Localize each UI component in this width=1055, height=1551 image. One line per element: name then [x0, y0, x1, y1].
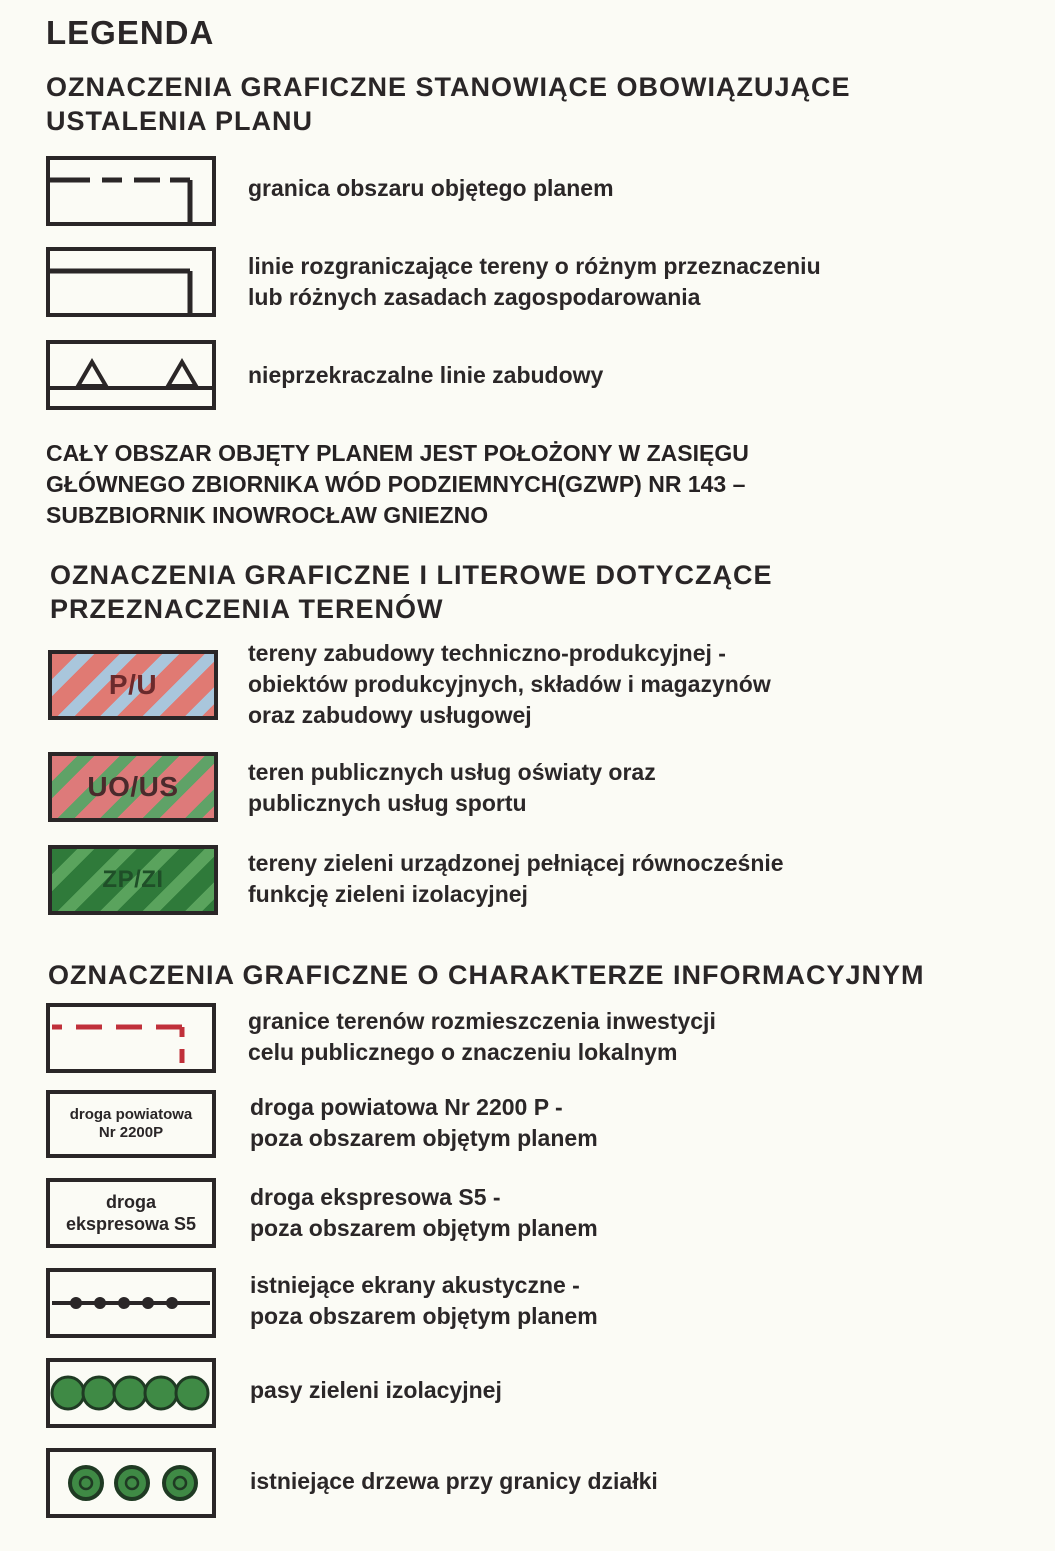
- road-symbol-label: [50, 1182, 212, 1244]
- legend-item-text: granice terenów rozmieszczenia inwestycji celu publicznego o znaczeniu lokalnym: [248, 1008, 716, 1065]
- groundwater-note: CAŁY OBSZAR OBJĘTY PLANEM JEST POŁOŻONY W ZASIĘGU GŁÓWNEGO ZBIORNIKA WÓD PODZIEMNYCH(GZWP) NR 143 – SUBZBIORNIK INOWROCŁAW GNIEZNO: [46, 440, 749, 528]
- legend-item-text: linie rozgraniczające tereny o różnym przeznaczeniu lub różnych zasadach zagospodarowania: [248, 253, 821, 310]
- legend-item-text: istniejące drzewa przy granicy działki: [250, 1468, 658, 1494]
- expressway-symbol: [46, 1178, 216, 1248]
- legend-item-text: tereny zabudowy techniczno-produkcyjnej - obiektów produkcyjnych, składów i magazynów oraz zabudowy usługowej: [248, 640, 771, 728]
- green-belts-symbol: [46, 1358, 216, 1428]
- pu-zone-symbol: [48, 650, 218, 720]
- dividing-lines-symbol: [46, 247, 216, 317]
- section-heading-land-use: OZNACZENIA GRAFICZNE I LITEROWE DOTYCZĄCE PRZEZNACZENIA TERENÓW: [50, 560, 773, 624]
- legend-item-text: droga ekspresowa S5 - poza obszarem objętym planem: [250, 1184, 598, 1241]
- zone-code-label: P/U: [108, 669, 158, 700]
- legend-title: LEGENDA: [46, 14, 215, 51]
- building-lines-symbol: [46, 340, 216, 410]
- section-heading-informative: OZNACZENIA GRAFICZNE O CHARAKTERZE INFORMACYJNYM: [48, 960, 925, 990]
- road-symbol-label: [50, 1094, 212, 1154]
- road-symbol-line: Nr 2200P: [98, 1124, 164, 1141]
- uo-us-zone-symbol: [48, 752, 218, 822]
- legend-item-text: teren publicznych usług oświaty oraz publicznych usług sportu: [248, 759, 656, 816]
- section-heading-binding: OZNACZENIA GRAFICZNE STANOWIĄCE OBOWIĄZUJĄCE USTALENIA PLANU: [46, 72, 851, 136]
- legend-item-text: tereny zieleni urządzonej pełniącej równocześnie funkcję zieleni izolacyjnej: [248, 850, 784, 907]
- legend-item-text: granica obszaru objętego planem: [248, 175, 614, 201]
- road-symbol-line: droga: [105, 1192, 156, 1212]
- county-road-symbol: [46, 1090, 216, 1158]
- plan-boundary-symbol: [46, 156, 216, 226]
- investment-boundary-symbol: [46, 1003, 216, 1073]
- road-symbol-line: droga powiatowa: [69, 1106, 193, 1123]
- zone-code-label: UO/US: [87, 771, 179, 802]
- legend-item-text: nieprzekraczalne linie zabudowy: [248, 362, 604, 388]
- trees-symbol: [46, 1448, 216, 1518]
- acoustic-screens-symbol: [46, 1268, 216, 1338]
- legend-item-text: pasy zieleni izolacyjnej: [250, 1377, 502, 1403]
- zone-code-label: ZP/ZI: [102, 866, 164, 893]
- road-symbol-line: ekspresowa S5: [65, 1214, 197, 1234]
- legend-item-text: istniejące ekrany akustyczne - poza obszarem objętym planem: [250, 1272, 598, 1329]
- zp-zi-zone-symbol: [48, 845, 218, 915]
- legend-item-text: droga powiatowa Nr 2200 P - poza obszarem objętym planem: [250, 1094, 598, 1151]
